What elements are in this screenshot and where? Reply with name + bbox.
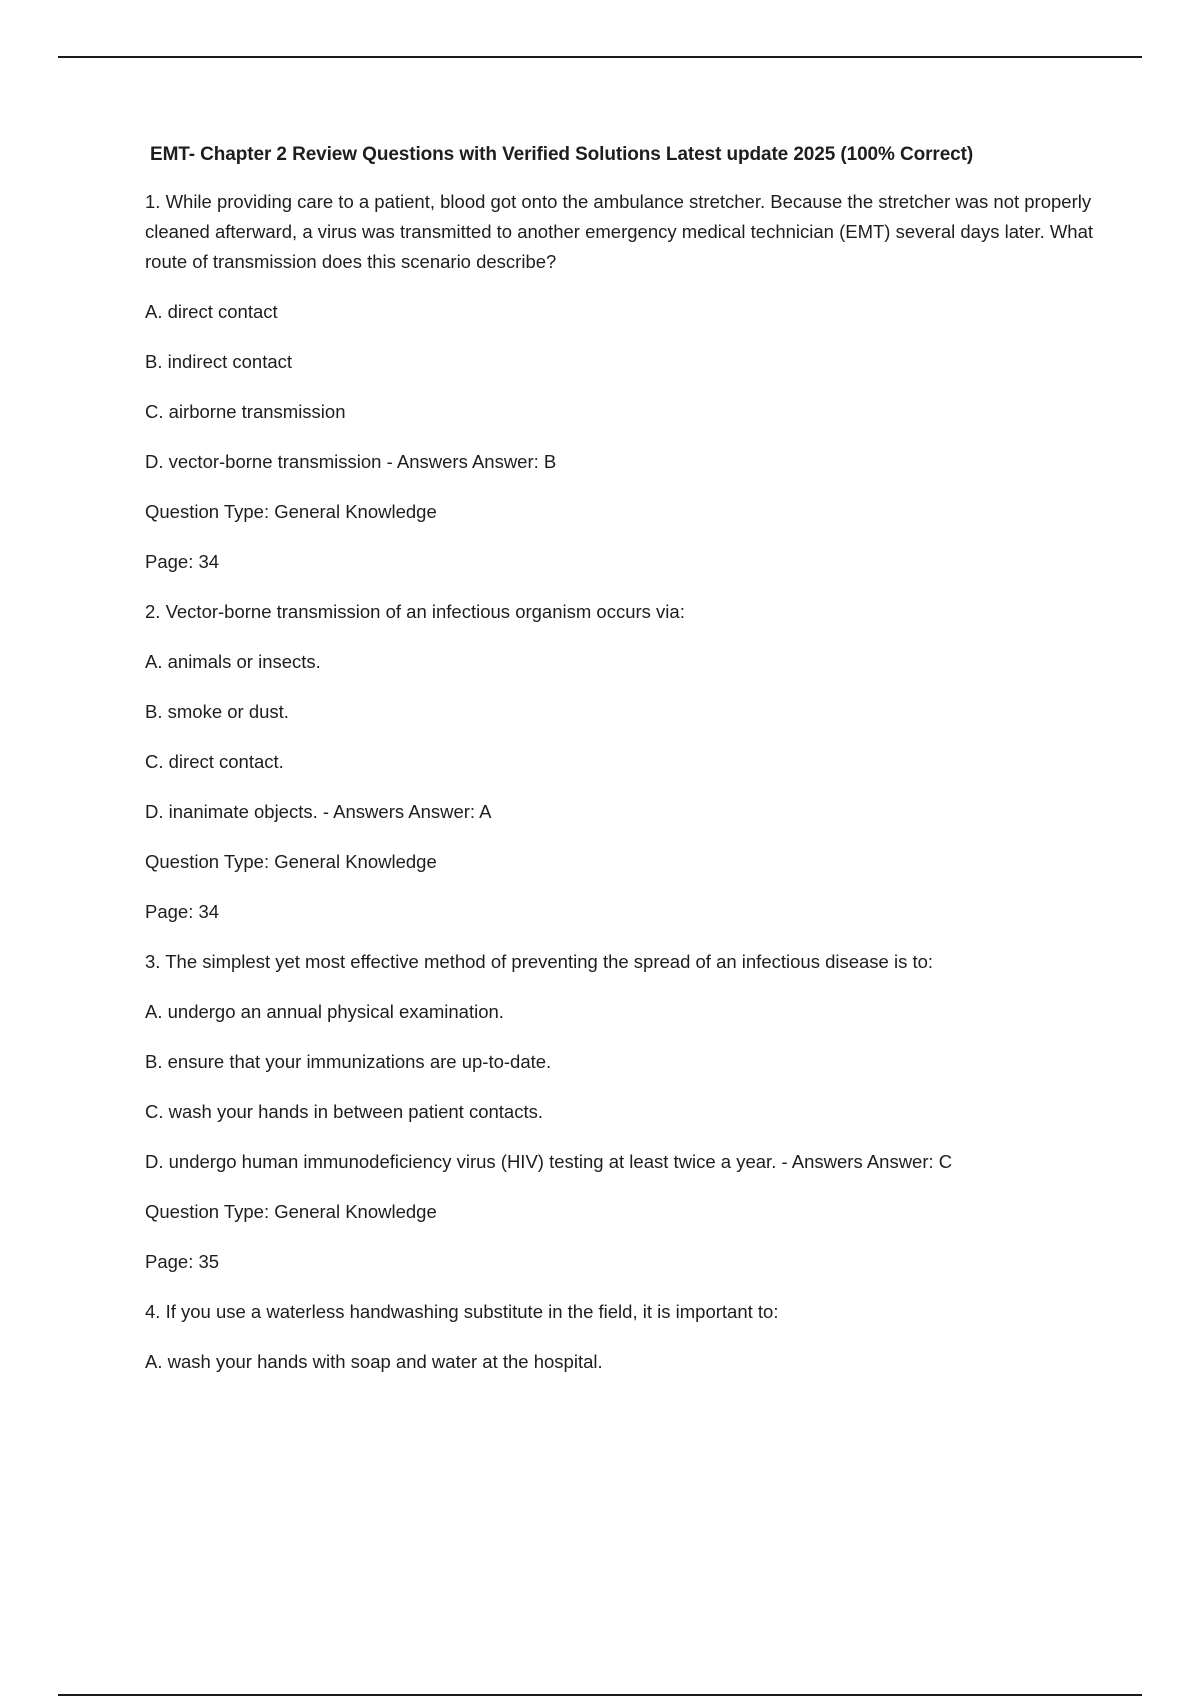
option-d-answer: D. undergo human immunodeficiency virus (HIV) testing at least twice a year. - Answers Answer: C <box>145 1151 953 1172</box>
question-3 <box>145 947 1105 1277</box>
question-text: 3. The simplest yet most effective method of preventing the spread of an infectious disease is to: <box>145 951 934 972</box>
page-reference: Page: 34 <box>145 551 220 572</box>
option-d-answer: D. vector-borne transmission - Answers Answer: B <box>145 451 557 472</box>
option-a: A. wash your hands with soap and water at the hospital. <box>145 1351 603 1372</box>
question-2 <box>145 597 1105 927</box>
question-text: 2. Vector-borne transmission of an infectious organism occurs via: <box>145 601 685 622</box>
question-1 <box>145 187 1105 577</box>
question-4 <box>145 1297 1105 1377</box>
document-title: EMT- Chapter 2 Review Questions with Verified Solutions Latest update 2025 (100% Correct) <box>150 144 974 165</box>
question-text: 1. While providing care to a patient, blood got onto the ambulance stretcher. Because the stretcher was not properly cleaned afterward, a virus was transmitted to another emergency medical technician (EMT) several days later. What route of transmission does this scenario describe? <box>145 191 1094 272</box>
document-body <box>145 144 1105 1397</box>
header-rule <box>58 56 1142 58</box>
question-type: Question Type: General Knowledge <box>145 501 437 522</box>
footer-rule <box>58 1694 1142 1696</box>
page-reference: Page: 35 <box>145 1251 220 1272</box>
option-c: C. airborne transmission <box>145 401 346 422</box>
option-d-answer: D. inanimate objects. - Answers Answer: A <box>145 801 492 822</box>
option-c: C. direct contact. <box>145 751 284 772</box>
question-text: 4. If you use a waterless handwashing substitute in the field, it is important to: <box>145 1301 779 1322</box>
option-b: B. indirect contact <box>145 351 293 372</box>
option-b: B. ensure that your immunizations are up-to-date. <box>145 1051 552 1072</box>
page-reference: Page: 34 <box>145 901 220 922</box>
option-a: A. animals or insects. <box>145 651 321 672</box>
option-a: A. undergo an annual physical examination. <box>145 1001 504 1022</box>
option-a: A. direct contact <box>145 301 278 322</box>
option-c: C. wash your hands in between patient contacts. <box>145 1101 543 1122</box>
option-b: B. smoke or dust. <box>145 701 289 722</box>
question-type: Question Type: General Knowledge <box>145 1201 437 1222</box>
question-type: Question Type: General Knowledge <box>145 851 437 872</box>
